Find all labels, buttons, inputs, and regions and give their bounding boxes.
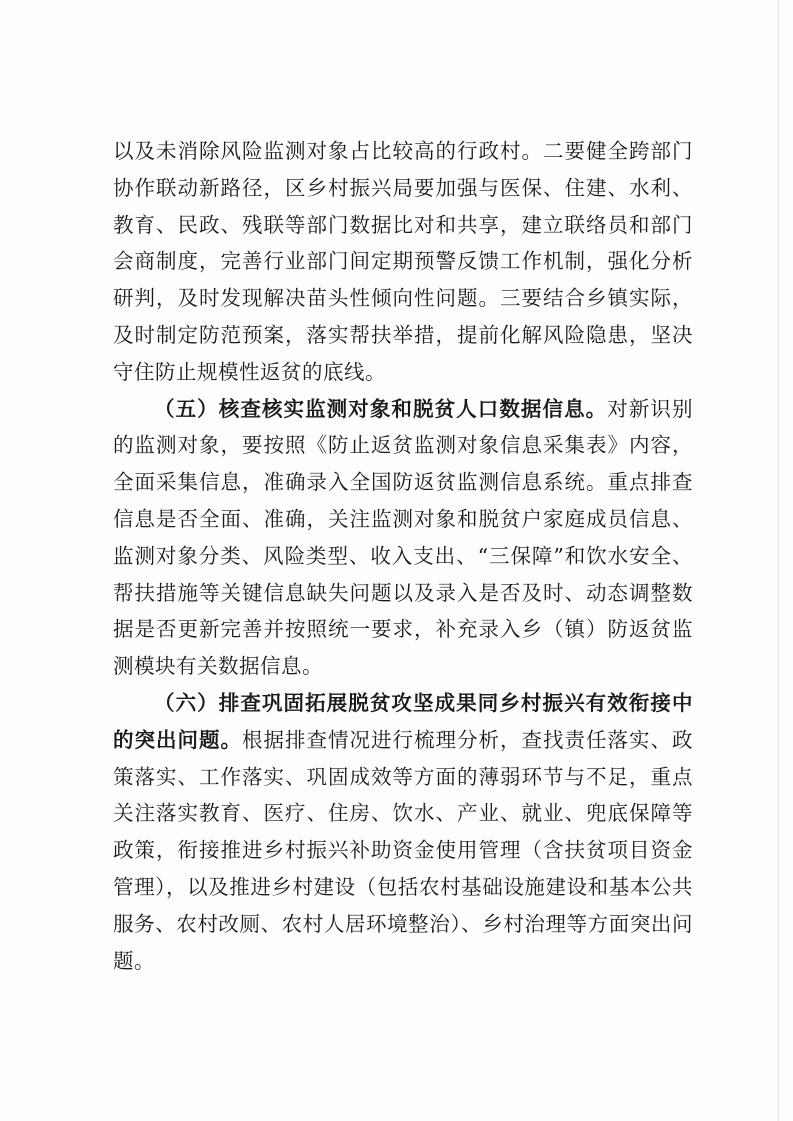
section-heading: （五）核查核实监测对象和脱贫人口数据信息。 (154, 396, 608, 421)
paragraph-continuation (113, 133, 693, 391)
document-body (113, 133, 693, 979)
paragraph-text: 根据排查情况进行梳理分析，查找责任落实、政策落实、工作落实、巩固成效等方面的薄弱环节与不足，重点关注落实教育、医疗、住房、饮水、产业、就业、兜底保障等政策，衔接推进乡村振兴补助资金使用管理（含扶贫项目资金管理），以及推进乡村建设（包括农村基础设施建设和基本公共服务、农村改厕、农村人居环境整治）、乡村治理等方面突出问题。 (113, 727, 693, 973)
paragraph-text: 对新识别的监测对象，要按照《防止返贫监测对象信息采集表》内容，全面采集信息，准确录入全国防返贫监测信息系统。重点排查信息是否全面、准确，关注监测对象和脱贫户家庭成员信息、监测对象分类、风险类型、收入支出、“三保障”和饮水安全、帮扶措施等关键信息缺失问题以及录入是否及时、动态调整数据是否更新完善并按照统一要求，补充录入乡（镇）防返贫监测模块有关数据信息。 (113, 396, 693, 679)
paragraph-text: 以及未消除风险监测对象占比较高的行政村。二要健全跨部门协作联动新路径，区乡村振兴局要加强与医保、住建、水利、教育、民政、残联等部门数据比对和共享，建立联络员和部门会商制度，完善行业部门间定期预警反馈工作机制，强化分析研判，及时发现解决苗头性倾向性问题。三要结合乡镇实际，及时制定防范预案，落实帮扶举措，提前化解风险隐患，坚决守住防止规模性返贫的底线。 (113, 139, 693, 384)
paragraph-section-5 (113, 391, 693, 685)
scan-edge-line (778, 0, 779, 1121)
section-heading: （六）排查巩固拓展脱贫攻坚成果同乡村振兴有效衔接中的突出问题。 (113, 690, 693, 752)
paragraph-section-6 (113, 685, 693, 979)
